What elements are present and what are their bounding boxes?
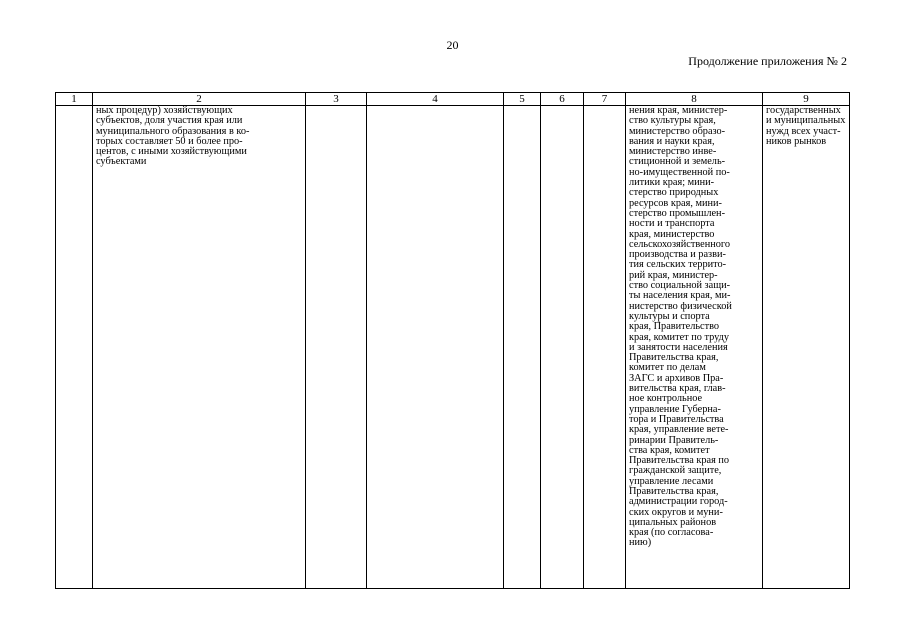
- cell-col-5: [504, 106, 541, 589]
- column-header-3: 3: [306, 93, 367, 106]
- column-header-4: 4: [367, 93, 504, 106]
- cell-col-9-text: государственных и муниципальных нужд всех участ- ников рынков: [766, 105, 846, 147]
- cell-col-8-text: нения края, министер- ство культуры края, министерство образо- вания и науки края, министерство инве- стиционной и земель- но-имущественной по- литики края; мини- стерство природных ресурсов края, мини- стерство промышлен- ности и транспорта края, министерство сельскохозяйственного производства и разви- тия сельских террито- рий края, министер- ство социальной защи- ты населения края, ми- нистерство физической культуры и спорта края, Правительство края, комитет по труду и занятости населения Правительства края, комитет по делам ЗАГС и архивов Пра- вительства края, глав- ное контрольное управление Губерна- тора и Правительства края, управление вете- ринарии Правитель- ства края, комитет Правительства края по гражданской защите, управление лесами Правительства края, администрации город- ских округов и муни- ципальных районов края (по согласова- нию): [629, 105, 732, 549]
- cell-col-8: [626, 106, 763, 589]
- document-table: [55, 92, 850, 589]
- cell-col-9: [763, 106, 850, 589]
- table-row: [56, 106, 850, 589]
- column-header-8: 8: [626, 93, 763, 106]
- cell-col-4: [367, 106, 504, 589]
- cell-col-3: [306, 106, 367, 589]
- column-header-7: 7: [584, 93, 626, 106]
- cell-col-6: [541, 106, 584, 589]
- cell-col-7: [584, 106, 626, 589]
- column-header-9: 9: [763, 93, 850, 106]
- column-number-row: [56, 93, 850, 106]
- cell-col-2: [93, 106, 306, 589]
- column-header-5: 5: [504, 93, 541, 106]
- page-number: 20: [446, 38, 459, 52]
- column-header-1: 1: [56, 93, 93, 106]
- cell-col-1: [56, 106, 93, 589]
- column-header-6: 6: [541, 93, 584, 106]
- cell-col-2-text: ных процедур) хозяйствующих субъектов, доля участия края или муниципального образования в ко- торых составляет 50 и более про- центов, с иными хозяйствующими субъектами: [96, 105, 250, 168]
- column-header-2: 2: [93, 93, 306, 106]
- continuation-heading: Продолжение приложения № 2: [688, 54, 847, 68]
